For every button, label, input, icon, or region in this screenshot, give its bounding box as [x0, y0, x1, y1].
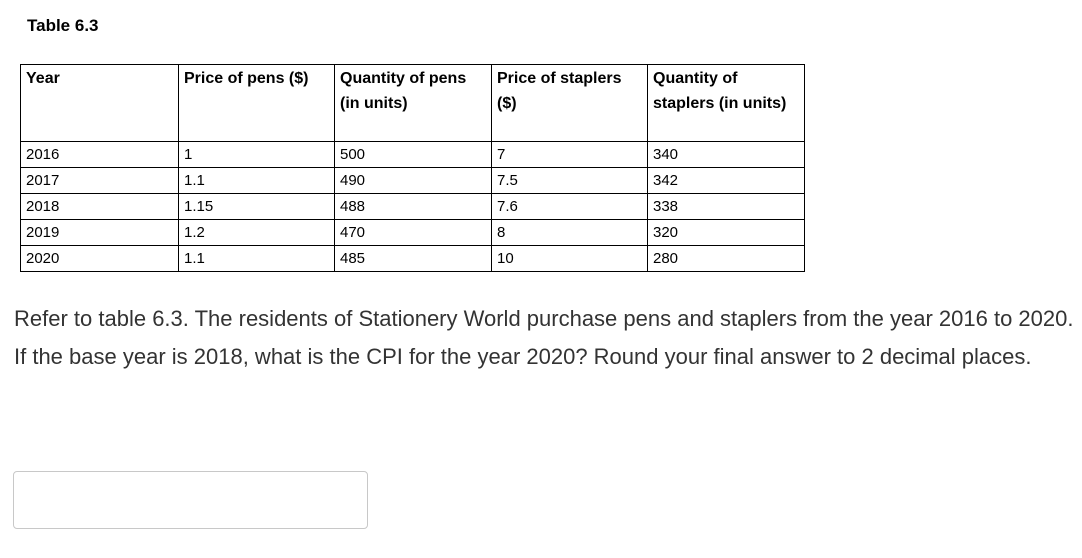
table-cell: 342 [648, 168, 805, 194]
table-cell: 7.5 [492, 168, 648, 194]
table-cell: 1.15 [179, 194, 335, 220]
table-cell: 340 [648, 142, 805, 168]
table-cell: 1 [179, 142, 335, 168]
table-cell: 485 [335, 246, 492, 272]
table-cell: 490 [335, 168, 492, 194]
table-cell: 280 [648, 246, 805, 272]
table-cell: 2017 [21, 168, 179, 194]
table-cell: 1.2 [179, 220, 335, 246]
table-title: Table 6.3 [27, 16, 99, 35]
table-cell: 10 [492, 246, 648, 272]
table-cell: 1.1 [179, 246, 335, 272]
column-header-quantity-of-staplers: Quantity of staplers (in units) [648, 65, 805, 142]
table-row [21, 220, 805, 246]
table-cell: 2018 [21, 194, 179, 220]
table-row [21, 168, 805, 194]
table-cell: 7 [492, 142, 648, 168]
column-header-quantity-of-pens: Quantity of pens (in units) [335, 65, 492, 142]
table-cell: 1.1 [179, 168, 335, 194]
table-cell: 8 [492, 220, 648, 246]
column-header-year: Year [21, 65, 179, 142]
table-cell: 488 [335, 194, 492, 220]
table-row [21, 246, 805, 272]
column-header-price-of-pens: Price of pens ($) [179, 65, 335, 142]
table-cell: 500 [335, 142, 492, 168]
data-table [20, 64, 805, 272]
table-header-row [21, 65, 805, 142]
table-cell: 2019 [21, 220, 179, 246]
table-row [21, 142, 805, 168]
table-row [21, 194, 805, 220]
question-text: Refer to table 6.3. The residents of Stationery World purchase pens and staplers from the year 2016 to 2020. If the base year is 2018, what is the CPI for the year 2020? Round your final answer to 2 decimal places. [14, 306, 1074, 369]
column-header-price-of-staplers: Price of staplers ($) [492, 65, 648, 142]
table-cell: 2020 [21, 246, 179, 272]
table-cell: 2016 [21, 142, 179, 168]
table-cell: 338 [648, 194, 805, 220]
table-cell: 320 [648, 220, 805, 246]
answer-input[interactable] [13, 471, 368, 529]
table-cell: 470 [335, 220, 492, 246]
table-cell: 7.6 [492, 194, 648, 220]
